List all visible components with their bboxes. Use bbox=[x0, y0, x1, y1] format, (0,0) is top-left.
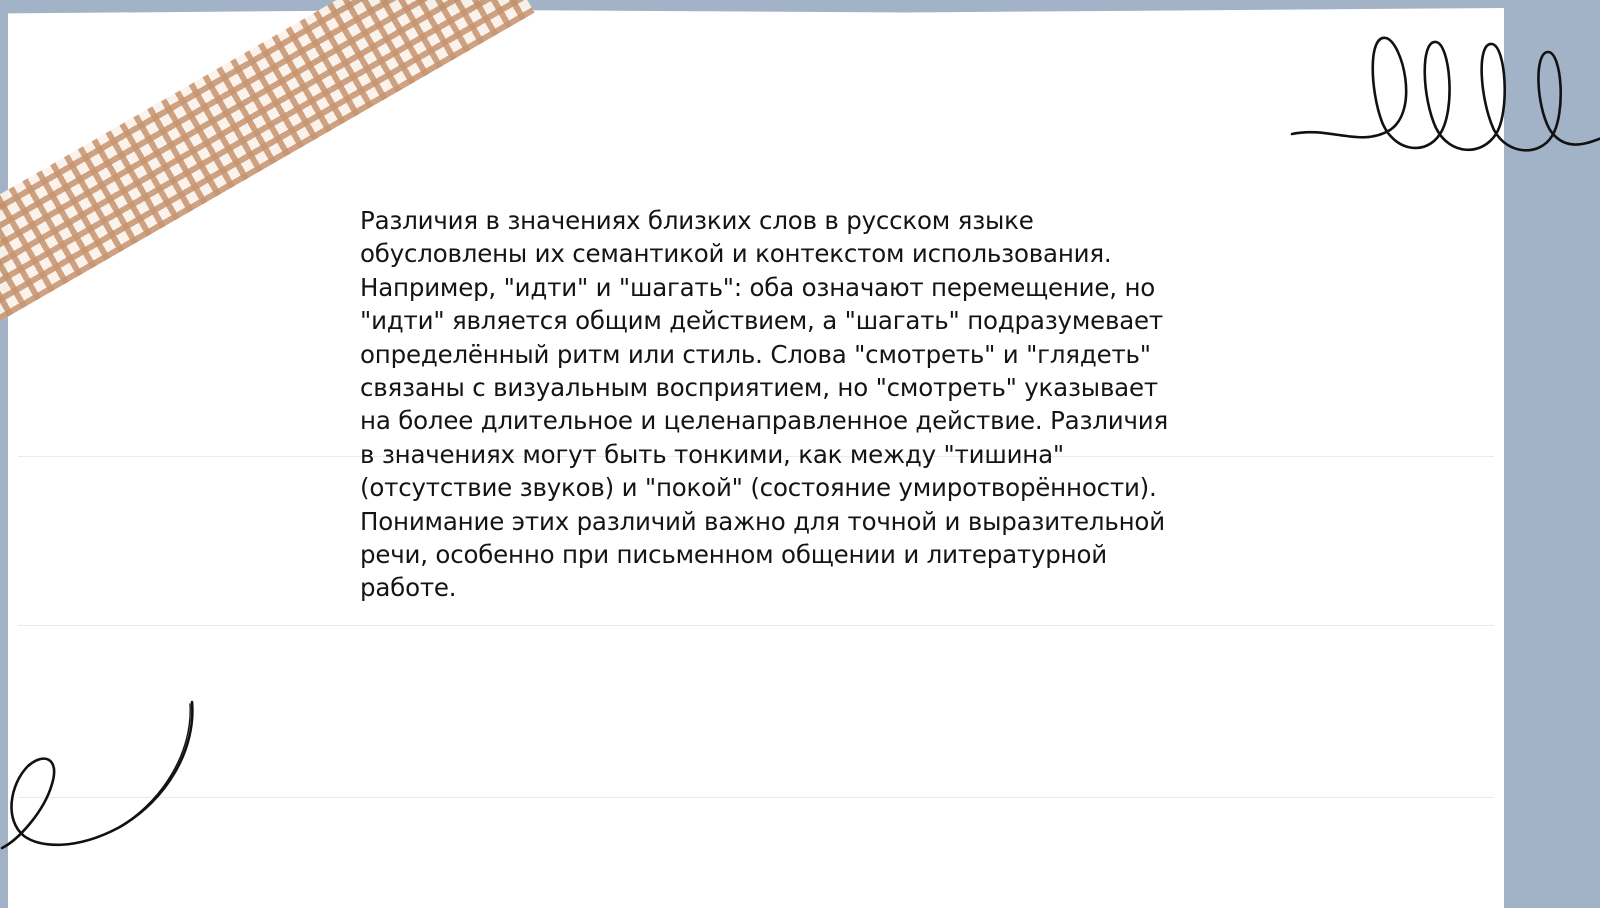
swirl-doodle-icon bbox=[0, 700, 200, 860]
paragraph-line: в значениях могут быть тонкими, как между "тишина" bbox=[360, 439, 1064, 469]
paragraph-line: Понимание этих различий важно для точной и выразительной bbox=[360, 506, 1165, 536]
paragraph-line: (отсутствие звуков) и "покой" (состояние умиротворённости). bbox=[360, 473, 1157, 503]
paragraph-line: работе. bbox=[360, 573, 457, 603]
paragraph-line: обусловлены их семантикой и контекстом использования. bbox=[360, 239, 1112, 269]
paragraph-line: связаны с визуальным восприятием, но "смотреть" указывает bbox=[360, 373, 1158, 403]
paragraph-line: Например, "идти" и "шагать": оба означают перемещение, но bbox=[360, 272, 1156, 302]
body-paragraph bbox=[360, 204, 1260, 605]
paper-rule-line bbox=[18, 625, 1494, 626]
swirl-doodle-icon bbox=[1290, 30, 1600, 170]
paragraph-line: "идти" является общим действием, а "шагать" подразумевает bbox=[360, 306, 1163, 336]
paragraph-line: Различия в значениях близких слов в русском языке bbox=[360, 206, 1034, 235]
paper-rule-line bbox=[18, 797, 1494, 798]
paragraph-line: определённый ритм или стиль. Слова "смотреть" и "глядеть" bbox=[360, 339, 1151, 369]
paragraph-line: речи, особенно при письменном общении и литературной bbox=[360, 540, 1107, 570]
paragraph-line: на более длительное и целенаправленное действие. Различия bbox=[360, 406, 1169, 436]
